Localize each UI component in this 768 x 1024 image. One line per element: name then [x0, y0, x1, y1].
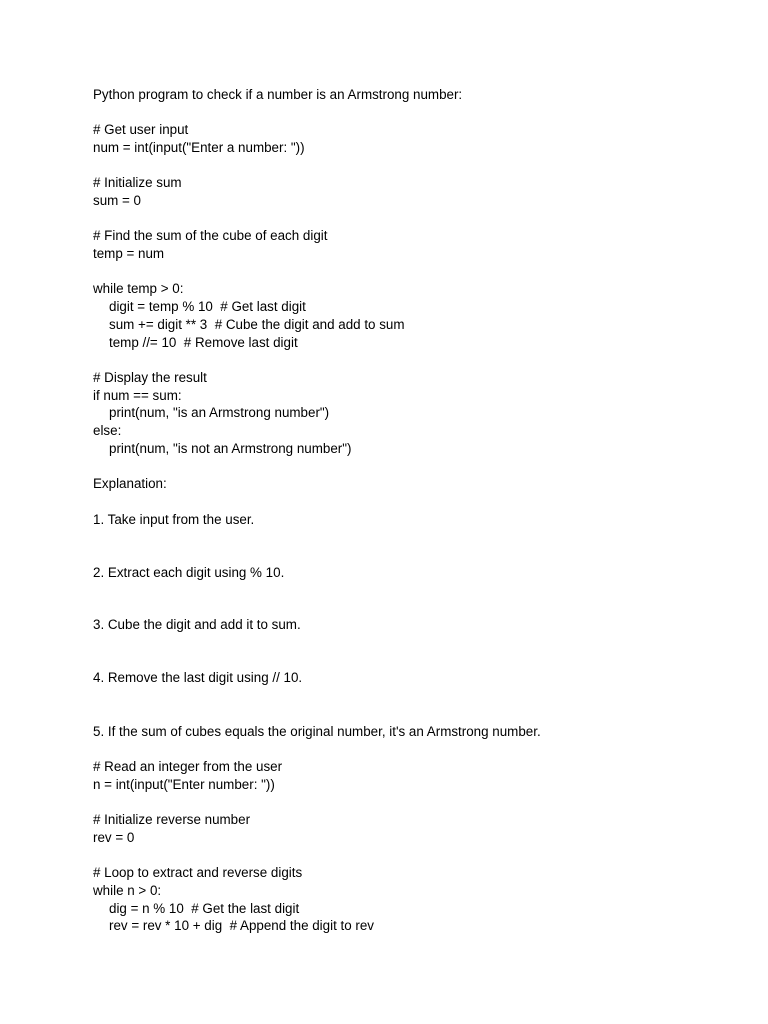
code-comment: # Display the result [93, 370, 207, 385]
code-line: print(num, "is an Armstrong number") [109, 405, 330, 420]
code-line: print(num, "is not an Armstrong number") [109, 441, 352, 456]
code-line: dig = n % 10 # Get the last digit [109, 901, 300, 916]
code-line: temp //= 10 # Remove last digit [109, 335, 298, 350]
code-comment: # Initialize sum [93, 175, 182, 190]
code-comment: # Read an integer from the user [93, 759, 283, 774]
document-title: Python program to check if a number is an Armstrong number: [93, 87, 463, 102]
code-line: else: [93, 423, 122, 438]
code-line: while n > 0: [93, 883, 162, 898]
code-comment: # Loop to extract and reverse digits [93, 865, 303, 880]
code-comment: # Initialize reverse number [93, 812, 251, 827]
code-line: n = int(input("Enter number: ")) [93, 777, 275, 792]
explanation-step: 3. Cube the digit and add it to sum. [93, 617, 301, 632]
code-line: rev = 0 [93, 830, 135, 845]
code-line: rev = rev * 10 + dig # Append the digit to rev [109, 918, 375, 933]
code-line: num = int(input("Enter a number: ")) [93, 140, 305, 155]
explanation-heading: Explanation: [93, 476, 167, 491]
code-line: temp = num [93, 246, 165, 261]
code-line: while temp > 0: [93, 281, 184, 296]
code-comment: # Find the sum of the cube of each digit [93, 228, 328, 243]
explanation-step: 1. Take input from the user. [93, 512, 255, 527]
code-line: sum = 0 [93, 193, 142, 208]
code-comment: # Get user input [93, 122, 189, 137]
explanation-step: 2. Extract each digit using % 10. [93, 565, 285, 580]
code-line: sum += digit ** 3 # Cube the digit and add to sum [109, 317, 405, 332]
explanation-step: 5. If the sum of cubes equals the original number, it's an Armstrong number. [93, 724, 541, 739]
code-line: digit = temp % 10 # Get last digit [109, 299, 306, 314]
code-line: if num == sum: [93, 388, 182, 403]
explanation-step: 4. Remove the last digit using // 10. [93, 670, 303, 685]
